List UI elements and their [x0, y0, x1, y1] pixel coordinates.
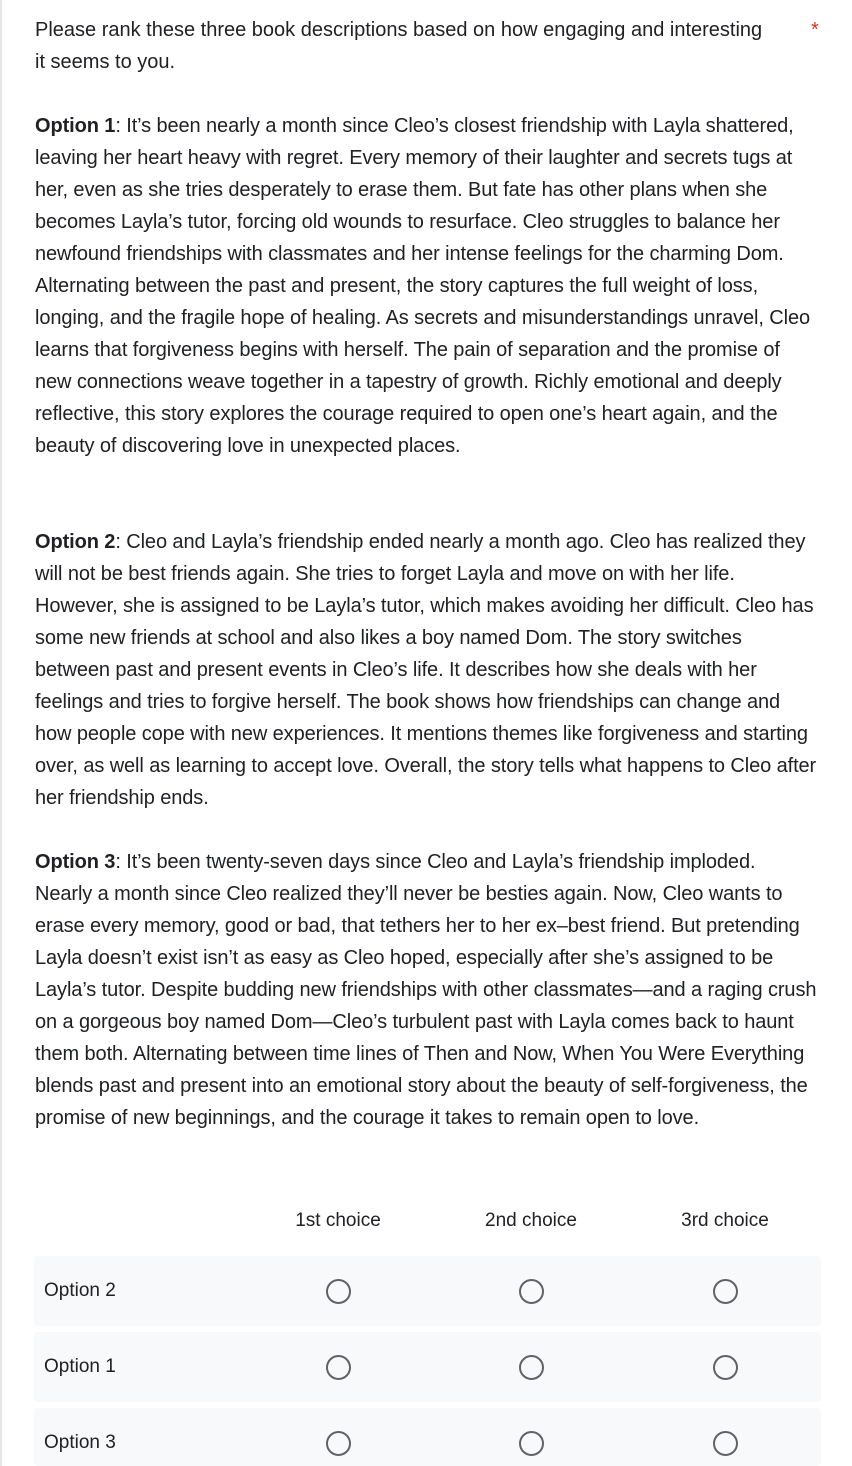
- radio-option-3-3rd-choice[interactable]: [713, 1431, 738, 1456]
- row-label: Option 2: [44, 1280, 116, 1301]
- required-asterisk: *: [811, 19, 819, 41]
- column-header-1st-choice: 1st choice: [295, 1210, 381, 1231]
- option-1-separator: :: [115, 115, 121, 137]
- option-2-description: [35, 526, 817, 814]
- radio-option-1-2nd-choice[interactable]: [519, 1355, 544, 1380]
- option-3-separator: :: [115, 851, 121, 873]
- option-1-description: [35, 110, 817, 462]
- card-left-border: [0, 0, 2, 1466]
- row-label: Option 3: [44, 1432, 116, 1453]
- option-2-text: Cleo and Layla’s friendship ended nearly a month ago. Cleo has realized they will not be best friends again. She tries to forget Layla and move on with her life. However, she is assigned to be Layla’s tutor, which makes avoiding her difficult. Cleo has some new friends at school and also likes a boy named Dom. The story switches between past and present events in Cleo’s life. It describes how she deals with her feelings and tries to forgive herself. The book shows how friendships can change and how people cope with new experiences. It mentions themes like forgiveness and starting over, as well as learning to accept love. Overall, the story tells what happens to Cleo after her friendship ends.: [35, 531, 817, 809]
- grid-row-option-3: [34, 1408, 821, 1466]
- radio-option-2-2nd-choice[interactable]: [519, 1279, 544, 1304]
- column-header-3rd-choice: 3rd choice: [681, 1210, 769, 1231]
- option-2-separator: :: [115, 531, 121, 553]
- option-3-description: [35, 846, 817, 1134]
- option-3-label: Option 3: [35, 851, 116, 873]
- radio-option-2-3rd-choice[interactable]: [713, 1279, 738, 1304]
- radio-option-2-1st-choice[interactable]: [326, 1279, 351, 1304]
- grid-header: [0, 1206, 852, 1236]
- option-3-text: It’s been twenty-seven days since Cleo and Layla’s friendship imploded. Nearly a month since Cleo realized they’ll never be besties again. Now, Cleo wants to erase every memory, good or bad, that tethers her to her ex–best friend. But pretending Layla doesn’t exist isn’t as easy as Cleo hoped, especially after she’s assigned to be Layla’s tutor. Despite budding new friendships with other classmates—and a raging crush on a gorgeous boy named Dom—Cleo’s turbulent past with Layla comes back to haunt them both. Alternating between time lines of Then and Now, When You Were Everything blends past and present into an emotional story about the beauty of self-forgiveness, the promise of new beginnings, and the courage it takes to remain open to love.: [35, 851, 817, 1129]
- question-title: Please rank these three book descriptions based on how engaging and interesting it seems to you.: [35, 19, 763, 73]
- grid-row-option-2: [34, 1256, 821, 1326]
- column-header-2nd-choice: 2nd choice: [485, 1210, 577, 1231]
- option-1-label: Option 1: [35, 115, 116, 137]
- radio-option-3-2nd-choice[interactable]: [519, 1431, 544, 1456]
- radio-option-1-3rd-choice[interactable]: [713, 1355, 738, 1380]
- radio-option-1-1st-choice[interactable]: [326, 1355, 351, 1380]
- option-2-label: Option 2: [35, 531, 116, 553]
- radio-option-3-1st-choice[interactable]: [326, 1431, 351, 1456]
- row-label: Option 1: [44, 1356, 116, 1377]
- option-1-text: It’s been nearly a month since Cleo’s closest friendship with Layla shattered, leaving her heart heavy with regret. Every memory of their laughter and secrets tugs at her, even as she tries desperately to erase them. But fate has other plans when she becomes Layla’s tutor, forcing old wounds to resurface. Cleo struggles to balance her newfound friendships with classmates and her intense feelings for the charming Dom. Alternating between the past and present, the story captures the full weight of loss, longing, and the fragile hope of healing. As secrets and misunderstandings unravel, Cleo learns that forgiveness begins with herself. The pain of separation and the promise of new connections weave together in a tapestry of growth. Richly emotional and deeply reflective, this story explores the courage required to open one’s heart again, and the beauty of discovering love in unexpected places.: [35, 115, 811, 457]
- grid-row-option-1: [34, 1332, 821, 1402]
